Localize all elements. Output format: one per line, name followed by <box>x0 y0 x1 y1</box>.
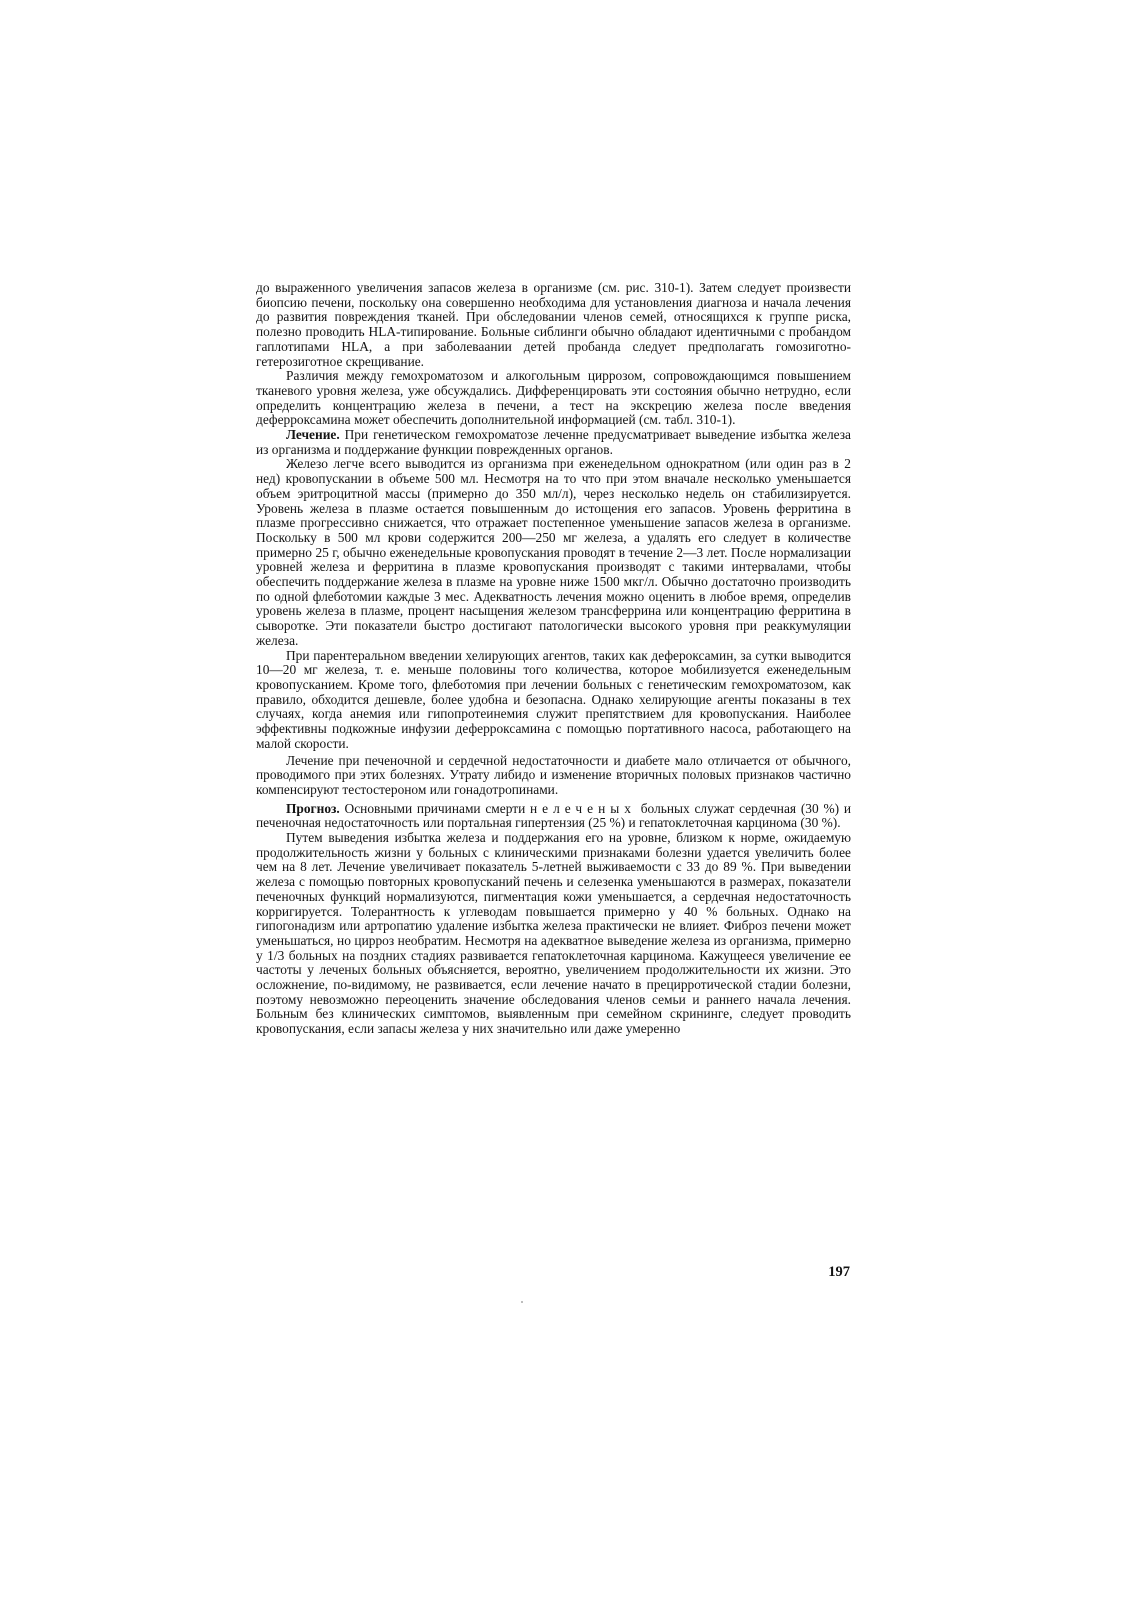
paragraph-organ-failure: Лечение при печеночной и сердечной недостаточности и диабете мало отличается от обычного, проводимого при этих болезнях. Утрату либидо и изменение вторичных половых признаков частично компенсируют тестостероном или гонадотропинами. <box>256 752 851 797</box>
paragraph-continuation: до выраженного увеличения запасов железа в организме (см. рис. 310-1). Затем следует произвести биопсию печени, поскольку она совершенно необходима для установления диагноза и начала лечения до развития повреждения тканей. При обследовании членов семей, относящихся к группе риска, полезно проводить HLA-типирование. Больные сиблинги обычно обладают идентичными с пробандом гаплотипами HLA, а при заболеваании детей пробанда следует предполагать гомозиготно-гетерозиготное скрещивание. <box>256 280 851 369</box>
prognosis-spaced-word: нелеченых <box>530 800 636 816</box>
prognosis-heading: Прогноз. <box>286 800 340 816</box>
scan-speck <box>521 1301 523 1303</box>
paragraph-chelation: При парентеральном введении хелирующих агентов, таких как дефероксамин, за сутки выводится 10—20 мг железа, т. е. меньше половины того количества, которое мобилизуется еженедельным кровопусканием. Кроме того, флеботомия при лечении больных с генетическим гемохроматозом, как правило, обходится дешевле, более удобна и безопасна. Однако хелирующие агенты показаны в тех случаях, когда анемия или гипопротеинемия служит препятствием для кровопускания. Наиболее эффективны подкожные инфузии деферроксамина с помощью портативного насоса, работающего на малой скорости. <box>256 647 851 751</box>
paragraph-treatment <box>256 428 851 457</box>
paragraph-prognosis <box>256 802 851 831</box>
prognosis-text-end: больных служат сердечная (30 %) и печеночная недостаточность или портальная гипертензия (25 %) и гепатоклеточная карцинома (30 %). <box>256 800 851 831</box>
paragraph-outcome: Путем выведения избытка железа и поддержания его на уровне, близком к норме, ожидаемую продолжительность жизни у больных с клиническими признаками болезни удается увеличить более чем на 8 лет. Лечение увеличивает показатель 5-летней выживаемости с 33 до 89 %. При выведении железа с помощью повторных кровопусканий печень и селезенка уменьшаются в размерах, показатели печеночных функций нормализуются, пигментация кожи уменьшается, а сердечная недостаточность корригируется. Толерантность к углеводам повышается примерно у 40 % больных. Однако на гипогонадизм или артропатию удаление избытка железа практически не влияет. Фиброз печени может уменьшаться, но цирроз необратим. Несмотря на адекватное выведение железа из организма, примерно у 1/3 больных на поздних стадиях развивается гепатоклеточная карцинома. Кажущееся увеличение ее частоты у леченых больных объясняется, вероятно, увеличением продолжительности их жизни. Это осложнение, по-видимому, не развивается, если лечение начато в прецирротической стадии болезни, поэтому невозможно переоценить значение обследования членов семьи и раннего начала лечения. Больным без клинических симптомов, выявленным при семейном скрининге, следует проводить кровопускания, если запасы железа у них значительно или даже умеренно <box>256 830 851 1037</box>
paragraph-differential-diagnosis: Различия между гемохроматозом и алкогольным циррозом, сопровождающимся повышением тканевого уровня железа, уже обсуждались. Дифференцировать эти состояния обычно нетрудно, если определить концентрацию железа в печени, а тест на экскрецию железа после введения деферроксамина может обеспечить дополнительной информацией (см. табл. 310-1). <box>256 368 851 428</box>
treatment-heading: Лечение. <box>286 427 340 443</box>
paragraph-bloodletting: Железо легче всего выводится из организма при еженедельном однократном (или один раз в 2 нед) кровопускании в объеме 500 мл. Несмотря на то что при этом вначале несколько уменьшается объем эритроцитной массы (примерно до 350 мл/л), через несколько недель он стабилизируется. Уровень железа в плазме остается повышенным до истощения его запасов. Уровень ферритина в плазме прогрессивно снижается, что отражает постепенное уменьшение запасов железа в организме. Поскольку в 500 мл крови содержится 200—250 мг железа, а удалять его следует в количестве примерно 25 г, обычно еженедельные кровопускания проводят в течение 2—3 лет. После нормализации уровней железа и ферритина в плазме кровопускания производят с такими интервалами, чтобы обеспечить поддержание железа в плазме на уровне ниже 1500 мкг/л. Обычно достаточно производить по одной флеботомии каждые 3 мес. Адекватность лечения можно оценить в любое время, определив уровень железа в плазме, процент насыщения железом трансферрина или концентрацию ферритина в сыворотке. Эти показатели быстро достигают патологически высокого уровня при реаккумуляции железа. <box>256 456 851 648</box>
treatment-text: При генетическом гемохроматозе леченне предусматривает выведение избытка железа из организма и поддержание функции поврежденных органов. <box>256 427 851 457</box>
prognosis-text-start: Основными причинами смерти <box>344 800 526 816</box>
page-number: 197 <box>828 1264 850 1280</box>
body-text <box>256 281 851 1037</box>
